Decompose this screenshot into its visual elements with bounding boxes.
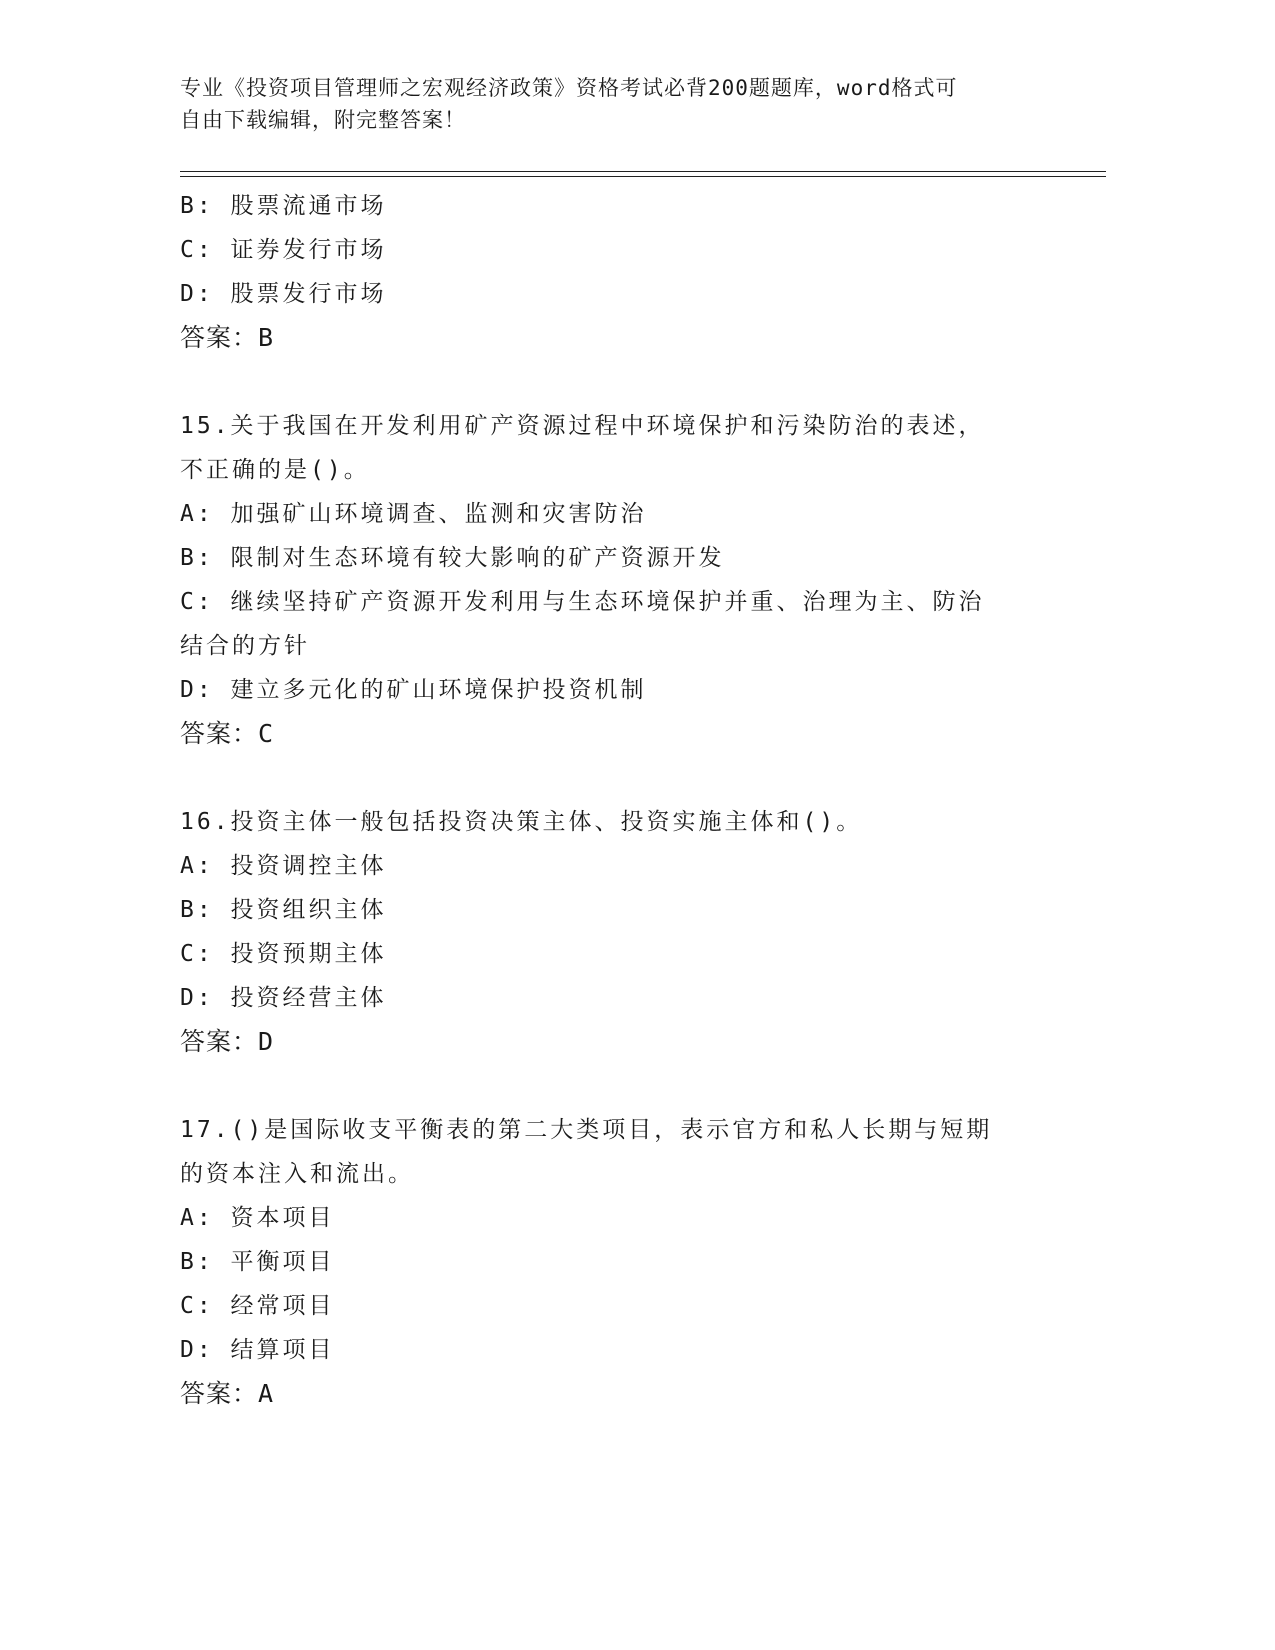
option-b: B: 平衡项目 [180,1249,335,1275]
question-15 [180,404,1050,756]
option-a: A: 加强矿山环境调查、监测和灾害防治 [180,501,647,527]
option-b: B: 限制对生态环境有较大影响的矿产资源开发 [180,545,725,571]
question-stem: 16.投资主体一般包括投资决策主体、投资实施主体和()。 [180,809,863,835]
option-c: C: 继续坚持矿产资源开发利用与生态环境保护并重、治理为主、防治 [180,589,985,615]
option-d: D: 投资经营主体 [180,985,387,1011]
option-c: C: 投资预期主体 [180,941,387,967]
header-divider-bottom [180,176,1106,177]
header-title-line-1: 专业《投资项目管理师之宏观经济政策》资格考试必背200题题库，word格式可 [180,76,958,100]
question-17 [180,1108,1050,1416]
option-b: B: 股票流通市场 [180,193,387,219]
option-c: C: 证券发行市场 [180,237,387,263]
question-stem: 15.关于我国在开发利用矿产资源过程中环境保护和污染防治的表述， [180,413,985,439]
answer-line: 答案：A [180,1379,275,1408]
question-stem-continued: 的资本注入和流出。 [180,1161,414,1187]
header-divider-top [180,171,1106,172]
option-d: D: 股票发行市场 [180,281,387,307]
question-content [180,184,1050,1416]
answer-line: 答案：D [180,1027,275,1056]
option-c: C: 经常项目 [180,1293,335,1319]
question-stem-continued: 不正确的是()。 [180,457,370,483]
option-a: A: 投资调控主体 [180,853,387,879]
option-d: D: 结算项目 [180,1337,335,1363]
option-a: A: 资本项目 [180,1205,335,1231]
document-header [180,72,1040,136]
header-title-line-2: 自由下载编辑，附完整答案！ [180,108,466,132]
option-c-continued: 结合的方针 [180,633,310,659]
answer-line: 答案：B [180,323,275,352]
option-d: D: 建立多元化的矿山环境保护投资机制 [180,677,647,703]
option-b: B: 投资组织主体 [180,897,387,923]
question-stem: 17.()是国际收支平衡表的第二大类项目，表示官方和私人长期与短期 [180,1117,993,1143]
previous-question-tail [180,184,1050,360]
answer-line: 答案：C [180,719,275,748]
question-16 [180,800,1050,1064]
